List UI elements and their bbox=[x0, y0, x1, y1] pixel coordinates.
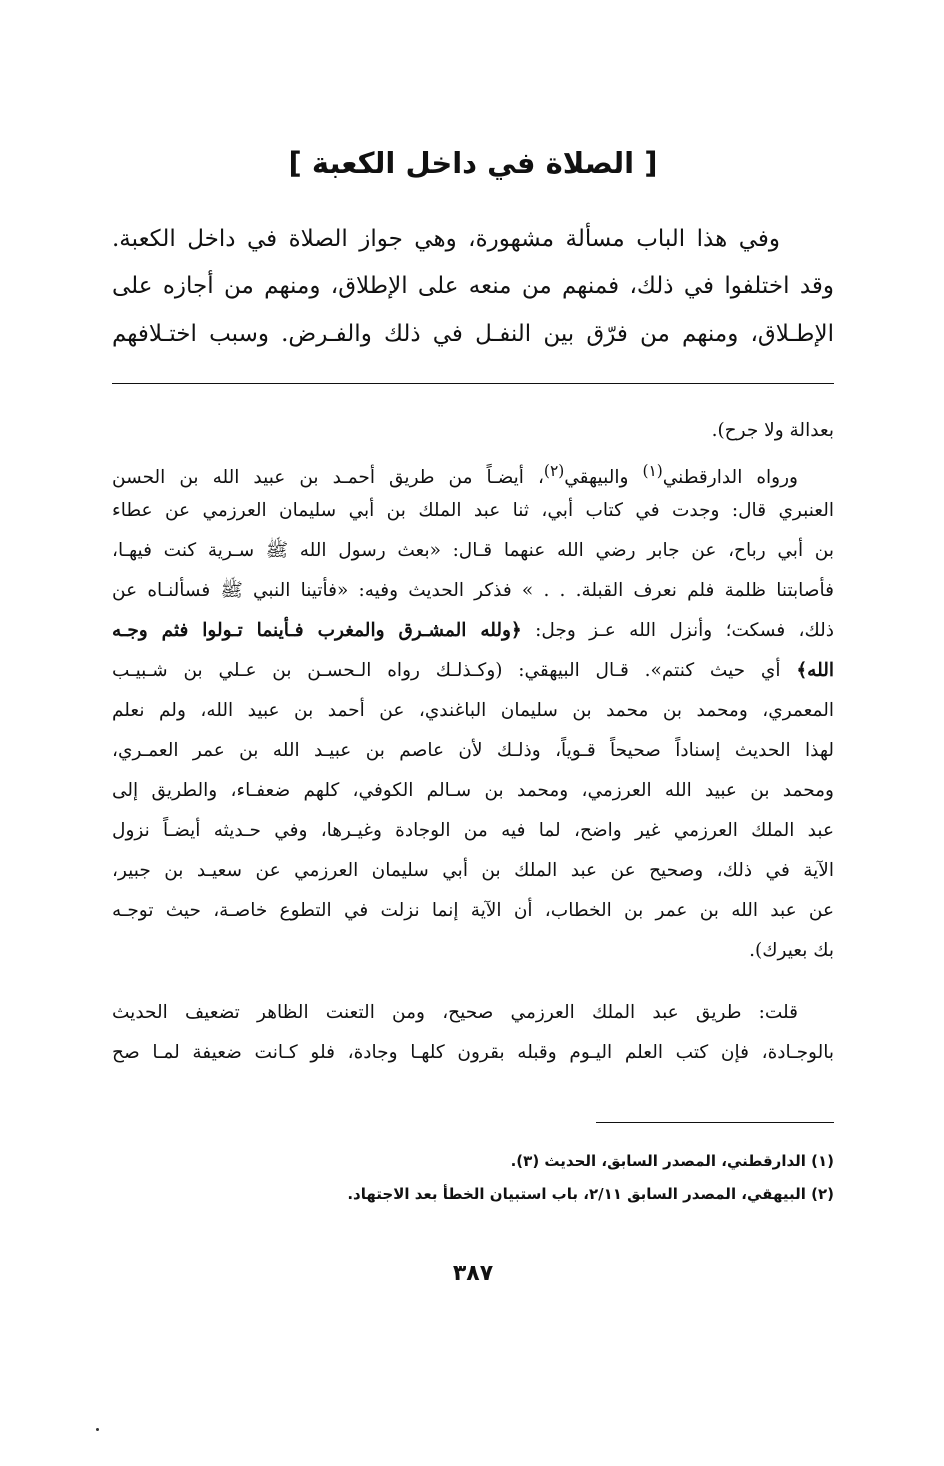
main-text-line-1: وفي هذا الباب مسألة مشهورة، وهي جواز الصلاة في داخل الكعبة. bbox=[112, 226, 781, 252]
commentary-line-15: قلت: طريق عبد الملك العرزمي صحيح، ومن التعنت الظاهر تضعيف الحديث bbox=[112, 1002, 798, 1023]
footnote-ref-1: (١) bbox=[642, 462, 663, 480]
main-text-line-2: وقد اختلفوا في ذلك، فمنهم من منعه على الإطلاق، ومنهم من أجازه على bbox=[112, 273, 834, 299]
commentary-line-7 bbox=[112, 654, 834, 690]
commentary-line-12: الآية في ذلك، وصحيح عن عبد الملك بن أبي سليمان العرزمي عن سعيـد بن جبير، bbox=[112, 860, 834, 881]
commentary-line-16: بالوجـادة، فإن كتب العلم اليـوم وقبله بقرون كلهـا وجادة، فلو كـانت ضعيفة لمـا صح bbox=[112, 1042, 834, 1063]
commentary-line-14: بك بعيرك). bbox=[749, 940, 834, 961]
commentary-text-span: ورواه الدارقطني bbox=[662, 467, 798, 489]
commentary-line-5: فأصابتنا ظلمة فلم نعرف القبلة. . . » فذكر الحديث وفيه: «فأتينا النبي ﷺ فسألنـاه عن bbox=[112, 580, 834, 601]
quran-verse: الله﴾ bbox=[796, 660, 834, 681]
commentary-line-2 bbox=[112, 454, 834, 490]
footnote-ref-2: (٢) bbox=[543, 462, 565, 480]
commentary-line-4: بن أبي رباح، عن جابر رضي الله عنهما قـال: «بعث رسول الله ﷺ سـرية كنت فيهـا، bbox=[112, 540, 834, 561]
commentary-line-11: عبد الملك العرزمي غير واضح، لما فيه من الوجادة وغيـرها، وفي حـديثه أيضـاً نزول bbox=[112, 820, 834, 841]
main-text-line-3: الإطـلاق، ومنهم من فرّق بين النفـل في ذلك والفـرض. وسبب اختـلافهم bbox=[112, 321, 834, 347]
commentary-line-6 bbox=[112, 614, 834, 650]
commentary-line-1: بعدالة ولا جرح). bbox=[711, 420, 834, 441]
section-heading: [ الصلاة في داخل الكعبة ] bbox=[288, 146, 658, 180]
book-page bbox=[112, 0, 834, 1466]
footnote-1: (١) الدارقطني، المصدر السابق، الحديث (٣). bbox=[510, 1152, 834, 1170]
commentary-line-13: عن عبد الله بن عمر بن الخطاب، أن الآية إنما نزلت في التطوع خاصـة، حيث توجـه bbox=[112, 900, 834, 921]
commentary-line-9: لهذا الحديث إسناداً صحيحاً قـوياً، وذلـك لأن عاصم بن عبيـد الله بن عمر العمـري، bbox=[112, 740, 834, 761]
commentary-text-span: ذلك، فسكت؛ وأنزل الله عـز وجل: bbox=[521, 620, 834, 641]
main-text-divider bbox=[112, 383, 834, 384]
commentary-line-3: العنبري قال: وجدت في كتاب أبي، ثنا عبد الملك بن أبي سليمان العرزمي عن عطاء bbox=[112, 500, 834, 521]
commentary-text-span: والبيهقي bbox=[564, 467, 643, 489]
commentary-line-10: ومحمد بن عبيد الله العرزمي، ومحمد بن سـالم الكوفي، كلهم ضعفـاء، والطريق إلى bbox=[112, 780, 834, 801]
commentary-text-span: ، أيضـاً من طريق أحمـد بن عبيد الله بن الحسن bbox=[112, 467, 544, 489]
scan-speck bbox=[96, 1428, 99, 1431]
commentary-line-8: المعمري، ومحمد بن محمد بن سليمان الباغندي، عن أحمد بن عبيد الله، ولم نعلم bbox=[112, 700, 834, 721]
commentary-text-span: أي حيث كنتم». قـال البيهقي: (وكـذلـك رواه الـحسـن بن عـلي بن شـبيـب bbox=[112, 660, 797, 681]
page-number: ٣٨٧ bbox=[452, 1261, 494, 1286]
quran-verse: ﴿ولله المشـرق والمغرب فـأينما تـولوا فثم وجـه bbox=[112, 620, 522, 641]
footnote-divider bbox=[596, 1122, 834, 1123]
footnote-2: (٢) البيهقي، المصدر السابق ٢/١١، باب استبيان الخطأ بعد الاجتهاد. bbox=[347, 1185, 834, 1203]
